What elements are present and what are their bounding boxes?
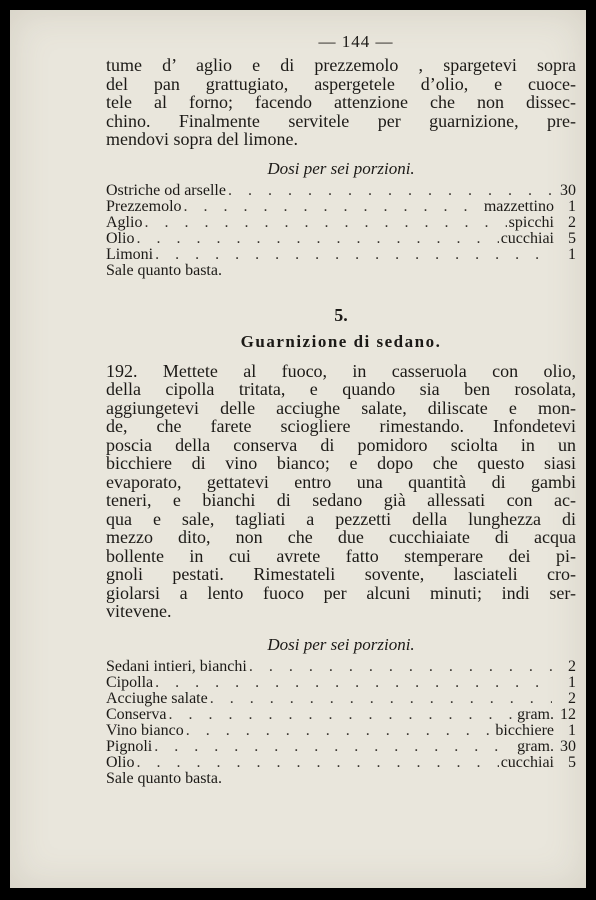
text-line: qua e sale, tagliati a pezzetti della lunghezza di [106,508,576,529]
dose-row [106,675,576,691]
dose-row [106,755,576,771]
ingredient-quantity: 1 [568,673,576,691]
ingredient-name: Prezzemolo [106,197,182,215]
text-line: della cipolla tritata, e quando sia ben rosolata, [106,379,576,399]
dose-row [106,263,576,279]
ingredient-quantity: 12 [560,705,576,723]
ingredient-quantity: 30 [560,181,576,199]
dot-leader [184,199,482,215]
text-line: mendovi sopra del limone. [106,129,298,149]
page-number: — 144 — [318,32,394,51]
text-line: del pan grattugiato, aspergetele d’olio, e cuoce- [106,73,576,94]
text-line: tume d’ aglio e di prezzemolo , spargetevi sopra [106,55,576,75]
dose-row [106,691,576,707]
doses-title-1: Dosi per sei porzioni. [267,158,415,178]
intro-paragraph [106,56,576,149]
ingredient-quantity: 1 [568,197,576,215]
dose-row [106,183,576,199]
text-line: teneri, e bianchi di sedano già allessati con ac- [106,490,576,510]
book-page [10,10,586,888]
ingredient-quantity: 1 [568,245,576,263]
ingredient-unit: gram. [517,705,554,723]
dose-row [106,231,576,247]
text-line: vitevene. [106,601,172,621]
text-line: tele al forno; facendo attenzione che non dissec- [106,92,576,112]
dot-leader [249,659,552,675]
dose-row [106,247,576,263]
ingredient-quantity: 2 [568,689,576,707]
text-line: 192. Mettete al fuoco, in casseruola con olio, [106,360,576,381]
text-line: chino. Finalmente servitele per guarnizione, pre- [106,110,576,131]
dot-leader [210,691,552,707]
text-line: aggiungetevi delle acciughe salate, diliscate e mon- [106,397,576,418]
ingredient-name: Ostriche od arselle [106,181,226,199]
dose-row [106,199,576,215]
text-line: de, che farete sciogliere rimestando. Infondetevi [106,416,576,436]
ingredient-name: Aglio [106,213,143,231]
ingredient-quantity: 30 [560,737,576,755]
ingredient-name: Conserva [106,705,167,723]
dose-row [106,659,576,675]
text-line: bollente in cui avrete fatto stemperare dei pi- [106,545,576,566]
ingredient-name: Olio [106,753,135,771]
ingredient-quantity: 2 [568,213,576,231]
ingredient-unit: spicchi [508,213,554,231]
dot-leader [155,247,552,263]
section-title: Guarnizione di sedano. [240,331,442,351]
dot-leader [154,739,515,755]
dot-leader [144,215,506,231]
ingredient-name: Sale quanto basta. [106,769,222,787]
dot-leader [155,675,552,691]
dose-row [106,771,576,787]
ingredient-unit: bicchiere [495,721,554,739]
text-line: mezzo dito, non che due cucchiaiate di acqua [106,527,576,547]
dose-row [106,215,576,231]
ingredient-unit: cucchiai [500,229,554,247]
ingredient-unit: gram. [517,737,554,755]
text-line: poscia della conserva di pomidoro sciolta in un [106,434,576,455]
dot-leader [228,183,552,199]
page-content [106,32,576,787]
dot-leader [168,707,515,723]
text-line: evaporato, gettatevi entro una quantità di gambi [106,471,576,492]
ingredient-quantity: 5 [568,229,576,247]
ingredient-name: Vino bianco [106,721,184,739]
doses-list-1 [106,183,576,279]
dose-row [106,723,576,739]
ingredient-name: Limoni [106,245,154,263]
doses-list-2 [106,659,576,787]
ingredient-quantity: 1 [568,721,576,739]
ingredient-unit: mazzettino [483,197,554,215]
ingredient-quantity: 2 [568,657,576,675]
ingredient-name: Sedani intieri, bianchi [106,657,247,675]
dot-leader [186,723,494,739]
ingredient-name: Cipolla [106,673,154,691]
text-line: bicchiere di vino bianco; e dopo che questo siasi [106,453,576,473]
dose-row [106,707,576,723]
ingredient-name: Pignoli [106,737,153,755]
text-line: giolarsi a lento fuoco per alcuni minuti; indi ser- [106,582,576,603]
ingredient-quantity: 5 [568,753,576,771]
dot-leader [136,755,498,771]
dose-row [106,739,576,755]
ingredient-name: Sale quanto basta. [106,261,222,279]
section-number: 5. [334,304,348,325]
dot-leader [136,231,498,247]
recipe-paragraph [106,362,576,621]
ingredient-unit: cucchiai [500,753,554,771]
ingredient-name: Olio [106,229,135,247]
text-line: gnoli pestati. Rimestateli sovente, lasciateli cro- [106,564,576,584]
doses-title-2: Dosi per sei porzioni. [267,634,415,654]
ingredient-name: Acciughe salate [106,689,208,707]
